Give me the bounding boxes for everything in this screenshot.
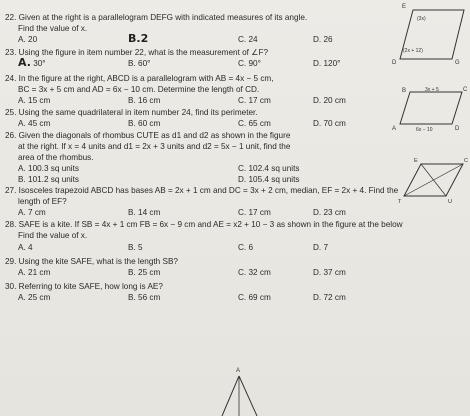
vertex-d-label: D xyxy=(392,60,397,66)
q23-option-a: A. 30° xyxy=(18,56,46,69)
q26-stem: 26. Given the diagonals of rhombus CUTE as d1 and d2 as shown in the figure xyxy=(5,131,291,140)
q24-stem-2: BC = 3x + 5 cm and AD = 6x − 10 cm. Determine the length of CD. xyxy=(18,85,260,94)
q26-option-b: B. 101.2 sq units xyxy=(18,175,79,184)
q27-stem-2: length of EF? xyxy=(18,197,67,206)
q30-option-b: B. 56 cm xyxy=(128,293,161,302)
q25-option-a: A. 45 cm xyxy=(18,119,51,128)
q24-option-d: D. 20 cm xyxy=(313,96,346,105)
q23-answer: 30° xyxy=(33,59,46,68)
q29-stem: 29. Using the kite SAFE, what is the length SB? xyxy=(5,257,178,266)
q28-option-c: C. 6 xyxy=(238,243,254,252)
vertex-c-rhombus-label: C xyxy=(464,158,468,164)
vertex-g-label: G xyxy=(455,60,460,66)
q28-stem: 28. SAFE is a kite. If SB = 4x + 1 cm FB = 6x − 9 cm and AE = x2 + 10 − 3 as shown in the figure at the below xyxy=(5,220,403,229)
vertex-b-label: B xyxy=(402,88,407,94)
q25-stem: 25. Using the same quadrilateral in item number 24, find its perimeter. xyxy=(5,108,258,117)
q26-stem-3: area of the rhombus. xyxy=(18,153,94,162)
rhombus-cute-figure xyxy=(398,158,468,205)
q24-option-a: A. 15 cm xyxy=(18,96,51,105)
q23-option-c: C. 90° xyxy=(238,59,261,68)
q22-stem-2: Find the value of x. xyxy=(18,24,88,33)
vertex-d-label-2: D xyxy=(455,126,460,132)
q27-option-a: A. 7 cm xyxy=(18,208,46,217)
q27-option-c: C. 17 cm xyxy=(238,208,271,217)
q22-option-a: A. 20 xyxy=(18,35,38,44)
q29-option-c: C. 32 cm xyxy=(238,268,271,277)
q27-option-b: B. 14 cm xyxy=(128,208,161,217)
q30-stem: 30. Referring to kite SAFE, how long is AE? xyxy=(5,282,163,291)
side-3x5-label: 3x + 5 xyxy=(425,87,439,93)
q26-stem-2: at the right. If x = 4 units and d1 = 2x + 3 units and d2 = 5x − 1 unit, find the xyxy=(18,142,291,151)
q28-option-a: A. 4 xyxy=(18,243,33,252)
angle-2x12-label: (2x + 12) xyxy=(403,48,423,54)
q25-option-c: C. 65 cm xyxy=(238,119,271,128)
vertex-e-label: E xyxy=(402,4,407,10)
vertex-a-label: A xyxy=(392,126,397,132)
q27-stem: 27. Isosceles trapezoid ABCD has bases AB = 2x + 1 cm and DC = 3x + 2 cm, median, EF = 2x + 4. Find the xyxy=(5,186,399,195)
kite-safe-figure xyxy=(222,368,257,416)
q22-stem: 22. Given at the right is a parallelogram DEFG with indicated measures of its angle. xyxy=(5,13,308,22)
q22-option-d: D. 26 xyxy=(313,35,333,44)
side-6x10-label: 6x − 10 xyxy=(416,127,433,133)
q28-option-b: B. 5 xyxy=(128,243,143,252)
angle-3x-label: (3x) xyxy=(417,16,426,22)
parallelogram-abcd-figure xyxy=(392,87,468,133)
q23-option-b: B. 60° xyxy=(128,59,151,68)
q24-option-b: B. 16 cm xyxy=(128,96,161,105)
vertex-t-label: T xyxy=(398,199,402,205)
q22-option-b: B.2 xyxy=(128,32,149,45)
q27-option-d: D. 23 cm xyxy=(313,208,346,217)
q28-option-d: D. 7 xyxy=(313,243,329,252)
vertex-e-rhombus-label: E xyxy=(414,158,418,164)
q26-option-a: A. 100.3 sq units xyxy=(18,164,79,173)
q28-stem-2: Find the value of x. xyxy=(18,231,88,240)
q26-option-d: D. 105.4 sq units xyxy=(238,175,300,184)
q22-handwritten-mark: 2 xyxy=(140,32,149,45)
q24-option-c: C. 17 cm xyxy=(238,96,271,105)
q23-stem: 23. Using the figure in item number 22, what is the measurement of ∠F? xyxy=(5,48,269,57)
q29-option-d: D. 37 cm xyxy=(313,268,346,277)
vertex-a-kite-label: A xyxy=(236,368,241,374)
vertex-c-label: C xyxy=(463,87,468,93)
vertex-u-label: U xyxy=(448,199,452,205)
q23-option-d: D. 120° xyxy=(313,59,341,68)
q30-option-a: A. 25 cm xyxy=(18,293,51,302)
q30-option-d: D. 72 cm xyxy=(313,293,346,302)
q22-option-c: C. 24 xyxy=(238,35,258,44)
parallelogram-defg-figure xyxy=(392,4,464,66)
q29-option-b: B. 25 cm xyxy=(128,268,161,277)
q30-option-c: C. 69 cm xyxy=(238,293,271,302)
q29-option-a: A. 21 cm xyxy=(18,268,51,277)
q25-option-d: D. 70 cm xyxy=(313,119,346,128)
q25-option-b: B. 60 cm xyxy=(128,119,161,128)
q24-stem: 24. In the figure at the right, ABCD is a parallelogram with AB = 4x − 5 cm, xyxy=(5,74,274,83)
q26-option-c: C. 102.4 sq units xyxy=(238,164,300,173)
